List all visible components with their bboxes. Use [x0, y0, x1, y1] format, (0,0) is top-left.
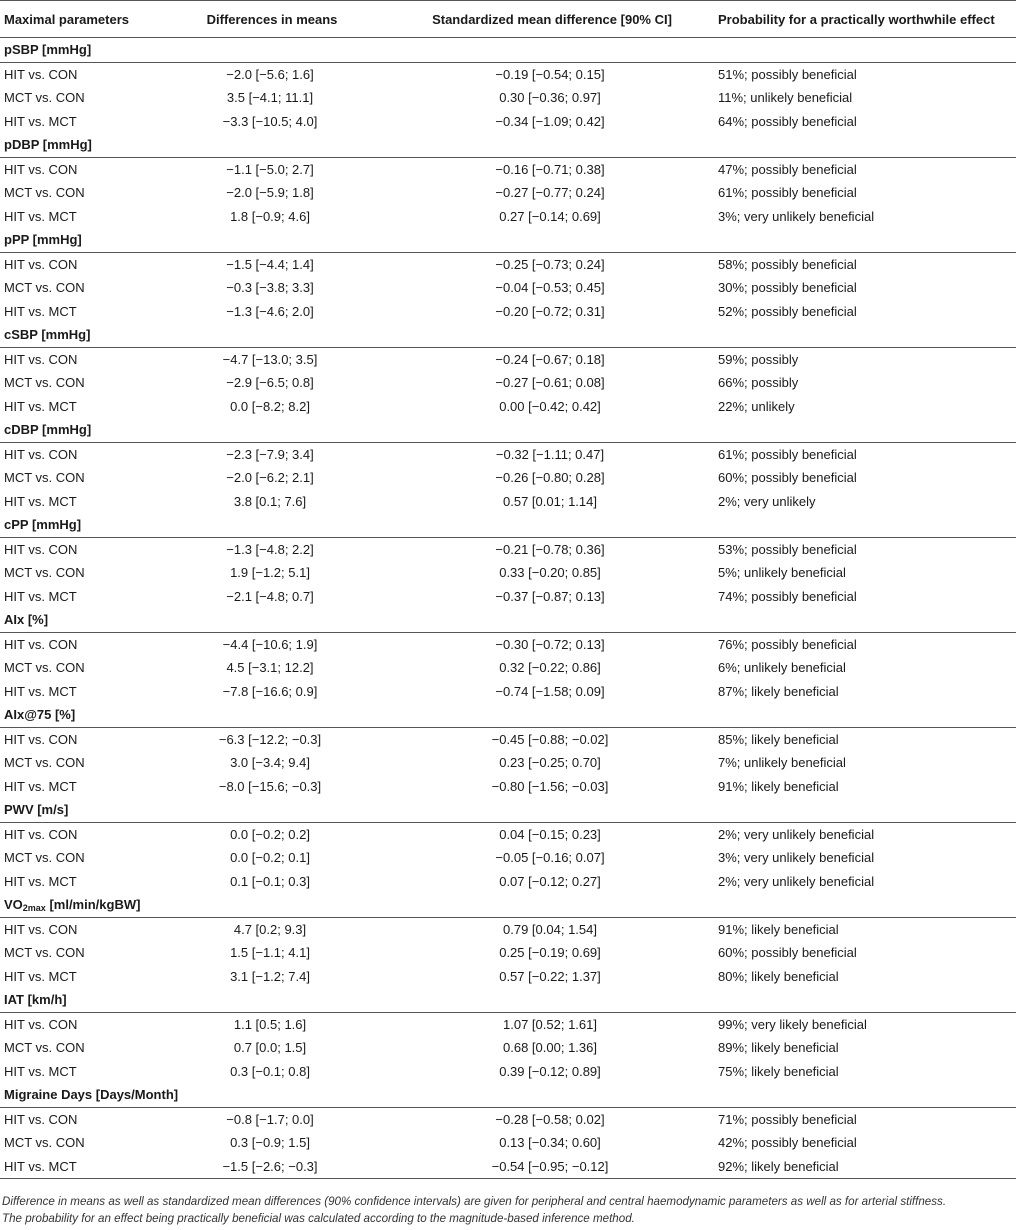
- difference-cell: −4.7 [−13.0; 3.5]: [222, 351, 318, 367]
- smd-cell: 0.00 [−0.42; 0.42]: [499, 398, 601, 414]
- section-title-text: IAT [km/h]: [4, 992, 67, 1008]
- comparison-cell: MCT vs. CON: [4, 565, 85, 581]
- difference-cell: 3.8 [0.1; 7.6]: [233, 493, 307, 509]
- probability-cell: 51%; possibly beneficial: [718, 66, 857, 82]
- section-title-text: AIx@75 [%]: [4, 707, 76, 723]
- comparison-cell: HIT vs. CON: [4, 66, 78, 82]
- difference-cell: −0.3 [−3.8; 3.3]: [226, 280, 314, 296]
- table-row: [0, 656, 1016, 680]
- section-title: [0, 608, 1016, 632]
- table-row: [0, 252, 1016, 276]
- table-row: [0, 442, 1016, 466]
- section-title: [0, 513, 1016, 537]
- probability-cell: 66%; possibly: [718, 375, 799, 391]
- section-title: [0, 703, 1016, 727]
- table-row: [0, 466, 1016, 490]
- probability-cell: 58%; possibly beneficial: [718, 256, 857, 272]
- section-title: [0, 38, 1016, 63]
- table-row: [0, 157, 1016, 181]
- table-row: [0, 1060, 1016, 1084]
- difference-cell: 0.1 [−0.1; 0.3]: [230, 873, 310, 889]
- table-row: [0, 846, 1016, 870]
- header-probability: Probability for a practically worthwhile effect: [710, 1, 1016, 38]
- probability-cell: 3%; very unlikely beneficial: [718, 208, 875, 224]
- section-header-row: [0, 703, 1016, 727]
- smd-cell: −0.27 [−0.61; 0.08]: [495, 375, 605, 391]
- smd-cell: −0.45 [−0.88; −0.02]: [491, 731, 609, 747]
- comparison-cell: HIT vs. MCT: [4, 398, 77, 414]
- smd-cell: −0.28 [−0.58; 0.02]: [495, 1111, 605, 1127]
- table-body: [0, 38, 1016, 1179]
- smd-cell: −0.37 [−0.87; 0.13]: [495, 588, 605, 604]
- table-row: [0, 751, 1016, 775]
- smd-cell: −0.32 [−1.11; 0.47]: [495, 446, 605, 462]
- difference-cell: 3.0 [−3.4; 9.4]: [230, 755, 310, 771]
- probability-cell: 60%; possibly beneficial: [718, 945, 857, 961]
- probability-cell: 87%; likely beneficial: [718, 683, 839, 699]
- difference-cell: 1.9 [−1.2; 5.1]: [230, 565, 310, 581]
- comparison-cell: HIT vs. CON: [4, 256, 78, 272]
- comparison-cell: HIT vs. MCT: [4, 208, 77, 224]
- probability-cell: 5%; unlikely beneficial: [718, 565, 846, 581]
- difference-cell: 1.8 [−0.9; 4.6]: [230, 208, 310, 224]
- comparison-cell: HIT vs. CON: [4, 636, 78, 652]
- smd-cell: 0.57 [0.01; 1.14]: [503, 493, 597, 509]
- difference-cell: −1.5 [−4.4; 1.4]: [226, 256, 314, 272]
- comparison-cell: HIT vs. CON: [4, 1111, 78, 1127]
- difference-cell: 3.1 [−1.2; 7.4]: [230, 968, 310, 984]
- table-row: [0, 300, 1016, 324]
- smd-cell: 0.39 [−0.12; 0.89]: [499, 1063, 601, 1079]
- table-footnote: [2, 1193, 1014, 1227]
- table-row: [0, 62, 1016, 86]
- smd-cell: −0.05 [−0.16; 0.07]: [495, 850, 605, 866]
- comparison-cell: HIT vs. CON: [4, 351, 78, 367]
- comparison-cell: MCT vs. CON: [4, 755, 85, 771]
- section-title-unit: [ml/min/kgBW]: [45, 896, 141, 912]
- section-title-text: AIx [%]: [4, 612, 49, 628]
- comparison-cell: MCT vs. CON: [4, 660, 85, 676]
- section-title: [0, 133, 1016, 157]
- probability-cell: 91%; likely beneficial: [718, 921, 839, 937]
- comparison-cell: HIT vs. CON: [4, 826, 78, 842]
- comparison-cell: HIT vs. MCT: [4, 968, 77, 984]
- difference-cell: 0.0 [−0.2; 0.1]: [230, 850, 310, 866]
- table-row: [0, 537, 1016, 561]
- smd-cell: −0.04 [−0.53; 0.45]: [495, 280, 605, 296]
- header-standardized-mean-difference: Standardized mean difference [90% CI]: [390, 1, 710, 38]
- comparison-cell: MCT vs. CON: [4, 185, 85, 201]
- table-row: [0, 205, 1016, 229]
- probability-cell: 2%; very unlikely beneficial: [718, 826, 875, 842]
- difference-cell: −7.8 [−16.6; 0.9]: [222, 683, 318, 699]
- table-row: [0, 371, 1016, 395]
- comparison-cell: HIT vs. MCT: [4, 493, 77, 509]
- smd-cell: −0.20 [−0.72; 0.31]: [495, 303, 605, 319]
- section-header-row: [0, 418, 1016, 442]
- probability-cell: 80%; likely beneficial: [718, 968, 839, 984]
- smd-cell: −0.24 [−0.67; 0.18]: [495, 351, 605, 367]
- comparison-cell: HIT vs. MCT: [4, 683, 77, 699]
- section-header-row: [0, 38, 1016, 63]
- comparison-cell: HIT vs. MCT: [4, 588, 77, 604]
- comparison-cell: HIT vs. MCT: [4, 873, 77, 889]
- difference-cell: −1.3 [−4.8; 2.2]: [226, 541, 314, 557]
- difference-cell: −2.3 [−7.9; 3.4]: [226, 446, 314, 462]
- table-row: [0, 680, 1016, 704]
- table-row: [0, 561, 1016, 585]
- smd-cell: −0.19 [−0.54; 0.15]: [495, 66, 605, 82]
- table-row: [0, 632, 1016, 656]
- table-row: [0, 1107, 1016, 1131]
- table-row: [0, 181, 1016, 205]
- section-title-text: cDBP [mmHg]: [4, 422, 92, 438]
- table-row: [0, 347, 1016, 371]
- section-header-row: [0, 513, 1016, 537]
- header-row: [0, 1, 1016, 38]
- difference-cell: −2.1 [−4.8; 0.7]: [226, 588, 314, 604]
- probability-cell: 11%; unlikely beneficial: [718, 90, 853, 106]
- section-header-row: [0, 988, 1016, 1012]
- table-row: [0, 1131, 1016, 1155]
- section-title-text: cSBP [mmHg]: [4, 327, 91, 343]
- smd-cell: 0.27 [−0.14; 0.69]: [499, 208, 601, 224]
- section-title: [0, 323, 1016, 347]
- table-row: [0, 822, 1016, 846]
- section-header-row: [0, 608, 1016, 632]
- section-title-text: VO: [4, 896, 23, 912]
- comparison-cell: MCT vs. CON: [4, 280, 85, 296]
- difference-cell: −4.4 [−10.6; 1.9]: [222, 636, 318, 652]
- comparison-cell: HIT vs. MCT: [4, 303, 77, 319]
- difference-cell: −2.9 [−6.5; 0.8]: [226, 375, 314, 391]
- section-header-row: [0, 228, 1016, 252]
- difference-cell: −1.1 [−5.0; 2.7]: [226, 161, 314, 177]
- comparison-cell: HIT vs. CON: [4, 1016, 78, 1032]
- table-row: [0, 585, 1016, 609]
- difference-cell: −6.3 [−12.2; −0.3]: [218, 731, 322, 747]
- probability-cell: 74%; possibly beneficial: [718, 588, 857, 604]
- section-title: [0, 228, 1016, 252]
- table-row: [0, 110, 1016, 134]
- smd-cell: 0.57 [−0.22; 1.37]: [499, 968, 601, 984]
- comparison-cell: MCT vs. CON: [4, 470, 85, 486]
- smd-cell: 0.04 [−0.15; 0.23]: [499, 826, 601, 842]
- section-title: [0, 1083, 1016, 1107]
- comparison-cell: MCT vs. CON: [4, 1135, 85, 1151]
- section-title: [0, 988, 1016, 1012]
- probability-cell: 61%; possibly beneficial: [718, 446, 857, 462]
- difference-cell: 0.3 [−0.9; 1.5]: [230, 1135, 310, 1151]
- smd-cell: 0.23 [−0.25; 0.70]: [499, 755, 601, 771]
- difference-cell: −1.5 [−2.6; −0.3]: [150, 1155, 390, 1179]
- comparison-cell: HIT vs. CON: [4, 731, 78, 747]
- probability-cell: 52%; possibly beneficial: [718, 303, 857, 319]
- probability-cell: 6%; unlikely beneficial: [718, 660, 846, 676]
- table-row: [0, 917, 1016, 941]
- header-differences-in-means: Differences in means: [150, 1, 390, 38]
- probability-cell: 91%; likely beneficial: [718, 778, 839, 794]
- difference-cell: 0.0 [−0.2; 0.2]: [230, 826, 310, 842]
- probability-cell: 59%; possibly: [718, 351, 799, 367]
- comparison-cell: MCT vs. CON: [4, 850, 85, 866]
- table-row: [0, 276, 1016, 300]
- difference-cell: 0.7 [0.0; 1.5]: [233, 1040, 307, 1056]
- comparison-cell: HIT vs. CON: [4, 446, 78, 462]
- section-header-row: [0, 323, 1016, 347]
- comparison-cell: HIT vs. CON: [4, 541, 78, 557]
- table-row: [0, 1036, 1016, 1060]
- smd-cell: −0.80 [−1.56; −0.03]: [491, 778, 609, 794]
- section-title-text: pSBP [mmHg]: [4, 42, 92, 58]
- smd-cell: 1.07 [0.52; 1.61]: [503, 1016, 597, 1032]
- comparison-cell: MCT vs. CON: [4, 945, 85, 961]
- difference-cell: −2.0 [−6.2; 2.1]: [226, 470, 314, 486]
- footnote-line-1: Difference in means as well as standardized mean differences (90% confidence intervals) are given for peripheral and central haemodynamic parameters as well as for arterial stiffness.: [2, 1195, 947, 1208]
- smd-cell: −0.30 [−0.72; 0.13]: [495, 636, 605, 652]
- comparison-cell: HIT vs. MCT: [4, 778, 77, 794]
- probability-cell: 76%; possibly beneficial: [718, 636, 857, 652]
- difference-cell: −0.8 [−1.7; 0.0]: [226, 1111, 314, 1127]
- header-parameters: Maximal parameters: [0, 1, 150, 38]
- table-row: [0, 727, 1016, 751]
- probability-cell: 92%; likely beneficial: [710, 1155, 1016, 1179]
- probability-cell: 47%; possibly beneficial: [718, 161, 857, 177]
- probability-cell: 30%; possibly beneficial: [718, 280, 857, 296]
- smd-cell: 0.30 [−0.36; 0.97]: [499, 90, 601, 106]
- smd-cell: 0.79 [0.04; 1.54]: [503, 921, 597, 937]
- smd-cell: 0.68 [0.00; 1.36]: [503, 1040, 597, 1056]
- footnote-line-2: The probability for an effect being practically beneficial was calculated according to the magnitude-based inference method.: [2, 1212, 635, 1225]
- section-title-text: pPP [mmHg]: [4, 232, 82, 248]
- table-row: [0, 941, 1016, 965]
- table-row: [0, 490, 1016, 514]
- difference-cell: −2.0 [−5.9; 1.8]: [226, 185, 314, 201]
- section-header-row: [0, 133, 1016, 157]
- section-title-text: cPP [mmHg]: [4, 517, 82, 533]
- smd-cell: 0.07 [−0.12; 0.27]: [499, 873, 601, 889]
- probability-cell: 85%; likely beneficial: [718, 731, 839, 747]
- smd-cell: −0.26 [−0.80; 0.28]: [495, 470, 605, 486]
- probability-cell: 60%; possibly beneficial: [718, 470, 857, 486]
- section-header-row: [0, 798, 1016, 822]
- comparison-cell: HIT vs. CON: [4, 921, 78, 937]
- comparison-cell: HIT vs. MCT: [4, 1063, 77, 1079]
- smd-cell: 0.33 [−0.20; 0.85]: [499, 565, 601, 581]
- table-row: [0, 775, 1016, 799]
- difference-cell: 4.5 [−3.1; 12.2]: [226, 660, 314, 676]
- table-row: [0, 870, 1016, 894]
- probability-cell: 53%; possibly beneficial: [718, 541, 857, 557]
- smd-cell: −0.25 [−0.73; 0.24]: [495, 256, 605, 272]
- difference-cell: −2.0 [−5.6; 1.6]: [226, 66, 314, 82]
- section-title-text: pDBP [mmHg]: [4, 137, 92, 153]
- difference-cell: −8.0 [−15.6; −0.3]: [218, 778, 322, 794]
- comparison-cell: HIT vs. CON: [4, 161, 78, 177]
- smd-cell: −0.27 [−0.77; 0.24]: [495, 185, 605, 201]
- comparison-cell: HIT vs. MCT: [4, 113, 77, 129]
- comparison-cell: MCT vs. CON: [4, 1040, 85, 1056]
- difference-cell: 4.7 [0.2; 9.3]: [233, 921, 307, 937]
- table-row: [0, 1012, 1016, 1036]
- section-header-row: [0, 1083, 1016, 1107]
- probability-cell: 75%; likely beneficial: [718, 1063, 839, 1079]
- comparison-cell: MCT vs. CON: [4, 375, 85, 391]
- difference-cell: 1.5 [−1.1; 4.1]: [230, 945, 310, 961]
- difference-cell: −1.3 [−4.6; 2.0]: [226, 303, 314, 319]
- section-title: [0, 418, 1016, 442]
- probability-cell: 61%; possibly beneficial: [718, 185, 857, 201]
- difference-cell: 0.3 [−0.1; 0.8]: [230, 1063, 310, 1079]
- difference-cell: 3.5 [−4.1; 11.1]: [226, 90, 314, 106]
- difference-cell: 0.0 [−8.2; 8.2]: [230, 398, 310, 414]
- probability-cell: 3%; very unlikely beneficial: [718, 850, 875, 866]
- section-title-text: PWV [m/s]: [4, 802, 69, 818]
- smd-cell: −0.74 [−1.58; 0.09]: [495, 683, 605, 699]
- probability-cell: 2%; very unlikely: [718, 493, 816, 509]
- probability-cell: 22%; unlikely: [718, 398, 795, 414]
- smd-cell: −0.34 [−1.09; 0.42]: [495, 113, 605, 129]
- smd-cell: 0.32 [−0.22; 0.86]: [499, 660, 601, 676]
- difference-cell: 1.1 [0.5; 1.6]: [233, 1016, 307, 1032]
- comparison-cell: MCT vs. CON: [4, 90, 85, 106]
- probability-cell: 71%; possibly beneficial: [718, 1111, 857, 1127]
- section-title-text: Migraine Days [Days/Month]: [4, 1087, 179, 1103]
- table-row: [0, 395, 1016, 419]
- probability-cell: 2%; very unlikely beneficial: [718, 873, 875, 889]
- section-title: [0, 798, 1016, 822]
- smd-cell: −0.54 [−0.95; −0.12]: [390, 1155, 710, 1179]
- smd-cell: 0.13 [−0.34; 0.60]: [499, 1135, 601, 1151]
- probability-cell: 42%; possibly beneficial: [718, 1135, 857, 1151]
- smd-cell: −0.16 [−0.71; 0.38]: [495, 161, 605, 177]
- smd-cell: −0.21 [−0.78; 0.36]: [495, 541, 605, 557]
- comparison-cell: HIT vs. MCT: [0, 1155, 150, 1179]
- difference-cell: −3.3 [−10.5; 4.0]: [222, 113, 318, 129]
- table-row: [0, 86, 1016, 110]
- probability-cell: 89%; likely beneficial: [718, 1040, 839, 1056]
- table-row: [0, 1155, 1016, 1179]
- section-header-row: [0, 893, 1016, 917]
- probability-cell: 64%; possibly beneficial: [718, 113, 857, 129]
- probability-cell: 99%; very likely beneficial: [718, 1016, 867, 1032]
- section-title: [0, 893, 1016, 917]
- probability-cell: 7%; unlikely beneficial: [718, 755, 846, 771]
- table-row: [0, 965, 1016, 989]
- smd-cell: 0.25 [−0.19; 0.69]: [499, 945, 601, 961]
- section-title-subscript: 2max: [22, 902, 46, 913]
